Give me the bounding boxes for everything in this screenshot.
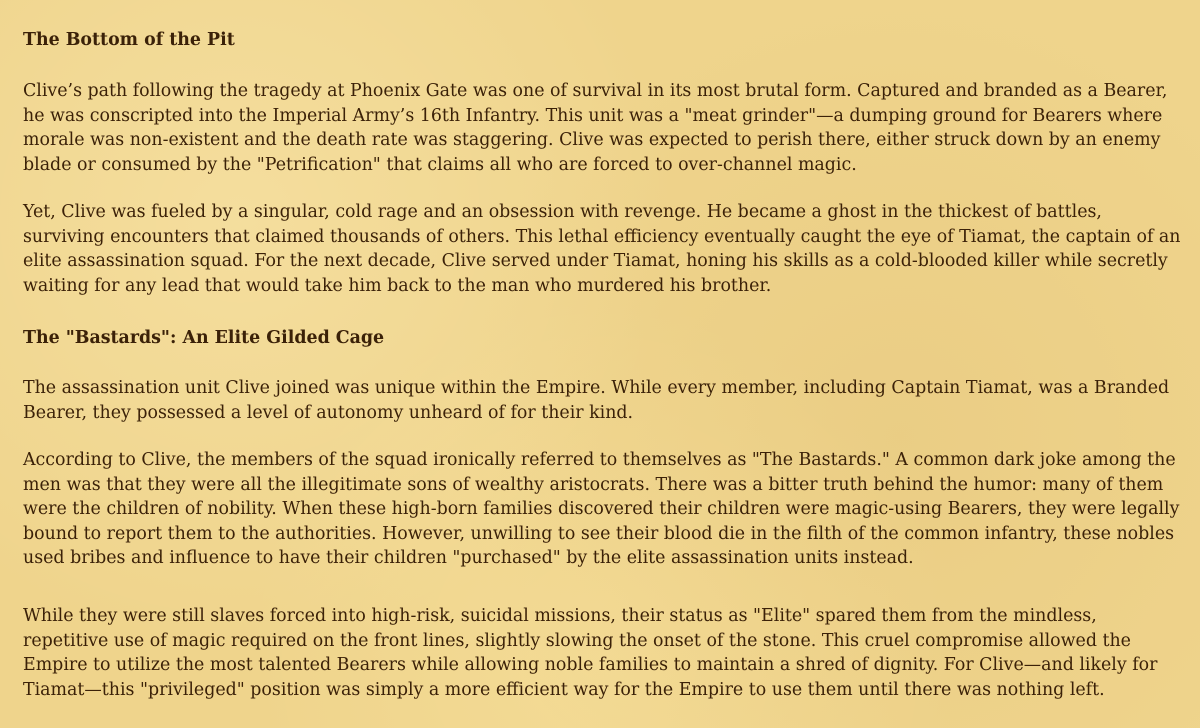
paragraph: While they were still slaves forced into high-risk, suicidal missions, their status as "Elite" spared them from the mindless, repetitive use of magic required on the front lines, slightly slowing the onset of the stone. This cruel compromise allowed the Empire to utilize the most talented Bearers while allowing noble families to maintain a shred of dignity. For Clive—and likely for Tiamat—this "privileged" position was simply a more efficient way for the Empire to use them until there was nothing left. — [23, 606, 1158, 700]
section-heading-bottom-of-pit: The Bottom of the Pit — [23, 30, 235, 50]
paragraph: Clive’s path following the tragedy at Phoenix Gate was one of survival in its most brutal form. Captured and branded as a Bearer, he was conscripted into the Imperial Army’s 16th Infantry. This unit was a "meat grinder"—a dumping ground for Bearers where morale was non-existent and the death rate was staggering. Clive was expected to perish there, either struck down by an enemy blade or consumed by the "Petrification" that claims all who are forced to over-channel magic. — [23, 81, 1168, 175]
paragraph: Yet, Clive was fueled by a singular, cold rage and an obsession with revenge. He became a ghost in the thickest of battles, surviving encounters that claimed thousands of others. This lethal efficiency eventually caught the eye of Tiamat, the captain of an elite assassination squad. For the next decade, Clive served under Tiamat, honing his skills as a cold-blooded killer while secretly waiting for any lead that would take him back to the man who murdered his brother. — [23, 202, 1181, 296]
paragraph: The assassination unit Clive joined was unique within the Empire. While every member, including Captain Tiamat, was a Branded Bearer, they possessed a level of autonomy unheard of for their kind. — [23, 378, 1170, 423]
section-heading-bastards: The "Bastards": An Elite Gilded Cage — [23, 328, 385, 348]
paragraph: According to Clive, the members of the squad ironically referred to themselves as "The Bastards." A common dark joke among the men was that they were all the illegitimate sons of wealthy aristocrats. There was a bitter truth behind the humor: many of them were the children of nobility. When these high-born families discovered their children were magic-using Bearers, they were legally bound to report them to the authorities. However, unwilling to see their blood die in the filth of the common infantry, these nobles used bribes and influence to have their children "purchased" by the elite assassination units instead. — [23, 450, 1180, 568]
